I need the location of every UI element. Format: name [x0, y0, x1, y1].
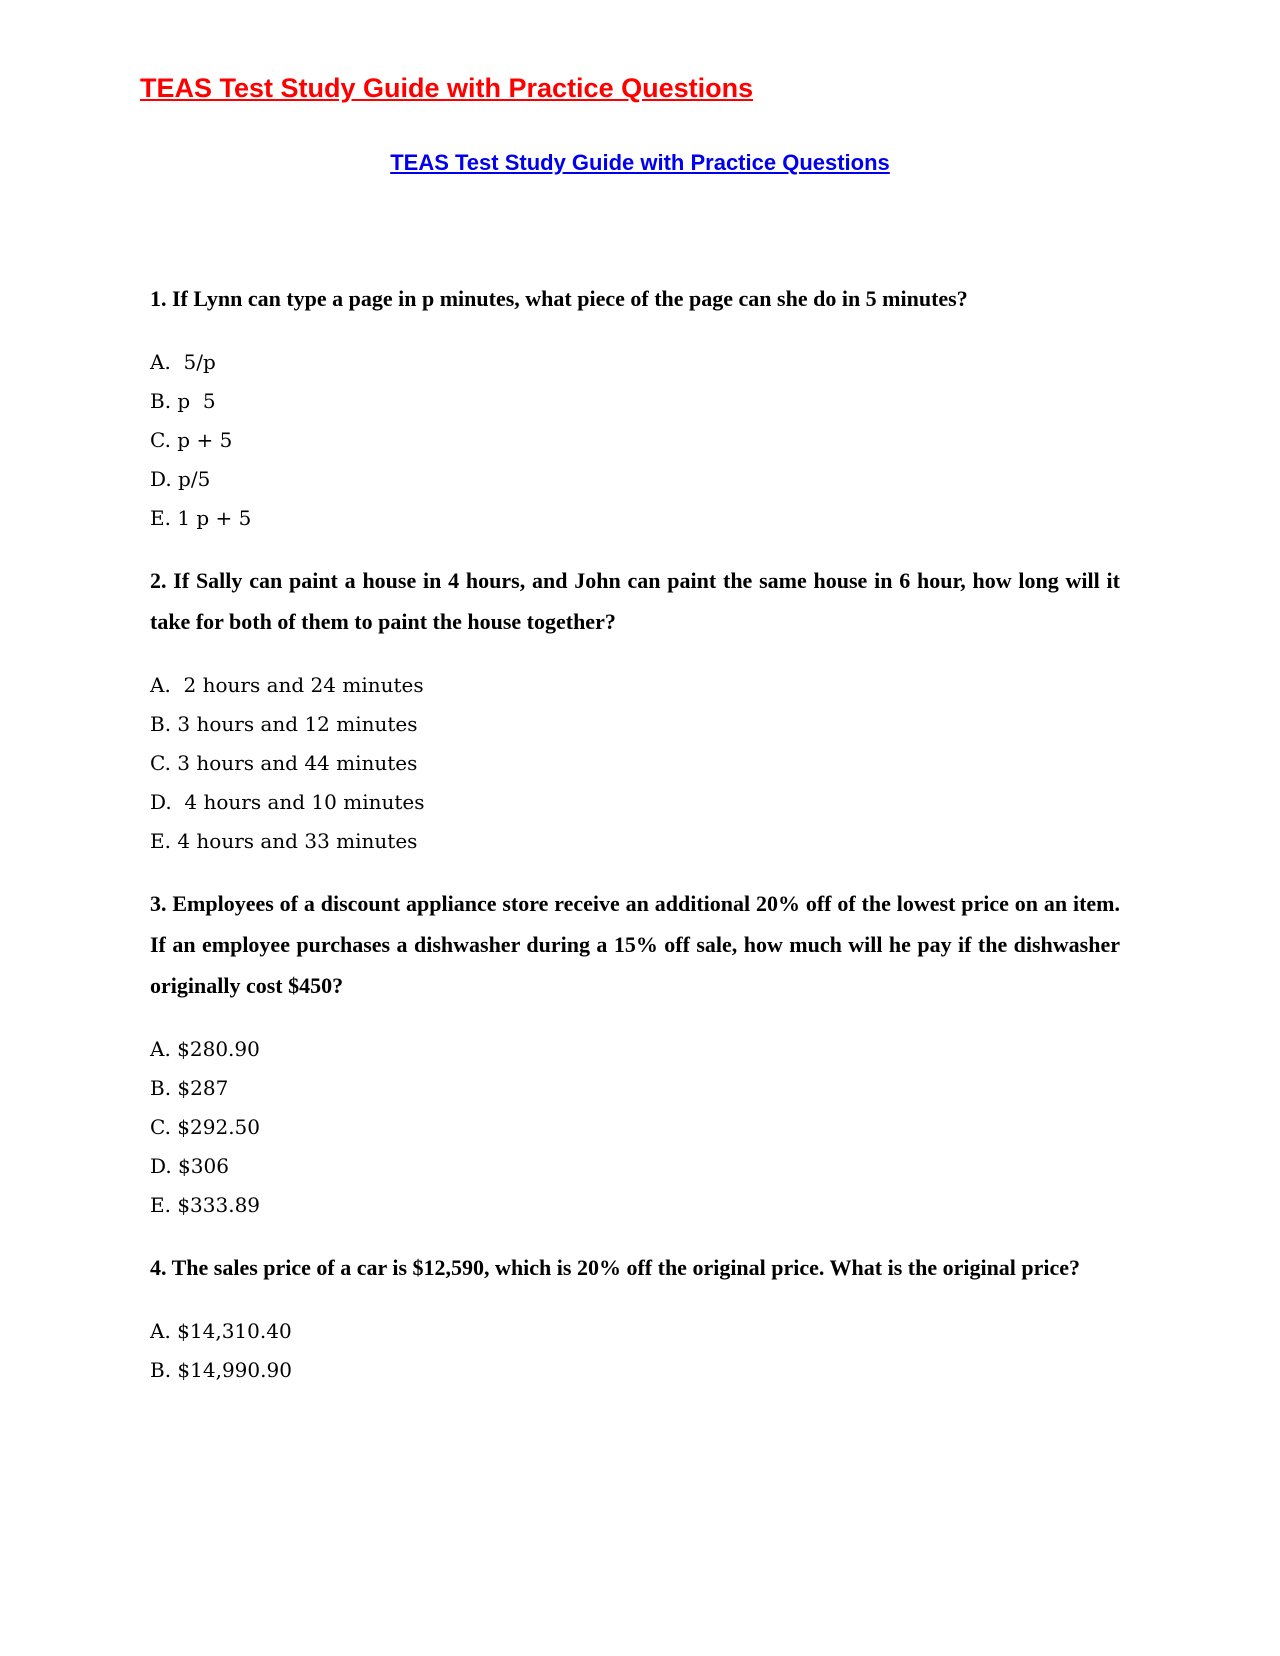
option-a: A. $280.90: [150, 1037, 260, 1061]
study-guide-link[interactable]: TEAS Test Study Guide with Practice Questions: [390, 150, 890, 175]
option-a: A. 2 hours and 24 minutes: [150, 673, 424, 697]
question-list: [150, 278, 1120, 1390]
option-e: E. 1 p + 5: [150, 506, 252, 530]
option-c: C. p + 5: [150, 428, 233, 452]
question-2: [150, 560, 1120, 861]
question-3: [150, 883, 1120, 1225]
option-d: D. $306: [150, 1154, 229, 1178]
option-e: E. 4 hours and 33 minutes: [150, 829, 418, 853]
option-d: D. p/5: [150, 467, 211, 491]
answer-options: [150, 666, 1120, 861]
answer-options: [150, 343, 1120, 538]
answer-options: [150, 1030, 1120, 1225]
option-b: B. p 5: [150, 389, 216, 413]
option-c: C. $292.50: [150, 1115, 261, 1139]
option-d: D. 4 hours and 10 minutes: [150, 790, 425, 814]
question-text: 4. The sales price of a car is $12,590, which is 20% off the original price. What is the original price?: [150, 1255, 1081, 1280]
option-b: B. 3 hours and 12 minutes: [150, 712, 418, 736]
answer-options: [150, 1312, 1120, 1390]
question-text: 1. If Lynn can type a page in p minutes, what piece of the page can she do in 5 minutes?: [150, 286, 968, 311]
option-a: A. 5/p: [150, 350, 216, 374]
question-text: 2. If Sally can paint a house in 4 hours, and John can paint the same house in 6 hour, how long will it take for both of them to paint the house together?: [150, 568, 1120, 634]
option-c: C. 3 hours and 44 minutes: [150, 751, 418, 775]
question-4: [150, 1247, 1120, 1390]
page-title: TEAS Test Study Guide with Practice Questions: [140, 73, 754, 103]
question-1: [150, 278, 1120, 538]
option-b: B. $287: [150, 1076, 229, 1100]
question-text: 3. Employees of a discount appliance store receive an additional 20% off of the lowest price on an item. If an employee purchases a dishwasher during a 15% off sale, how much will he pay if the dishwasher originally cost $450?: [150, 891, 1120, 998]
option-b: B. $14,990.90: [150, 1358, 292, 1382]
option-a: A. $14,310.40: [150, 1319, 292, 1343]
option-e: E. $333.89: [150, 1193, 261, 1217]
